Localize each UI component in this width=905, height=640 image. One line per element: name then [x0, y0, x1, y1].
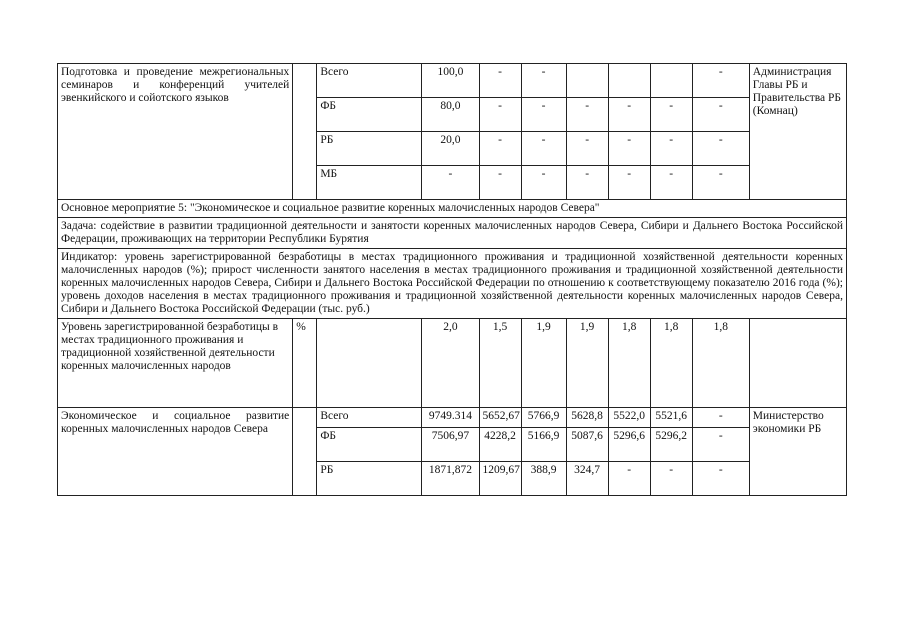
- source-cell: ФБ: [317, 428, 422, 462]
- event-title: Экономическое и социальное развитие коренных малочисленных народов Севера: [58, 408, 293, 496]
- value-cell: 5521,6: [650, 408, 692, 428]
- value-cell: 1,8: [650, 319, 692, 408]
- value-cell: 7506,97: [422, 428, 479, 462]
- table-row: [58, 64, 847, 98]
- value-cell: -: [566, 98, 608, 132]
- value-cell: -: [650, 462, 692, 496]
- value-cell: [566, 64, 608, 98]
- value-cell: 80,0: [422, 98, 479, 132]
- value-cell: 9749.314: [422, 408, 479, 428]
- value-cell: -: [650, 98, 692, 132]
- value-cell: -: [608, 166, 650, 200]
- value-cell: 5628,8: [566, 408, 608, 428]
- indicator-text: Индикатор: уровень зарегистрированной безработицы в местах традиционного проживания и традиционной хозяйственной деятельности коренных малочисленных народов (%); прирост численности занятого населения в местах традиционного проживания и традиционной хозяйственной деятельности коренных малочисленных народов Севера, Сибири и Дальнего Востока Российской Федерации по отношению к соответствующему показателю 2016 года (%); уровень доходов населения в местах традиционного проживания и традиционной хозяйственной деятельности коренных малочисленных народов Севера, Сибири и Дальнего Востока Российской Федерации (тыс. руб.): [58, 249, 847, 319]
- table-row: [58, 249, 847, 319]
- executor-cell: [749, 319, 846, 408]
- value-cell: -: [566, 132, 608, 166]
- indicator-title: Уровень зарегистрированной безработицы в местах традиционного проживания и традиционной хозяйственной деятельности коренных малочисленных народов: [58, 319, 293, 408]
- value-cell: -: [521, 166, 566, 200]
- source-cell: РБ: [317, 462, 422, 496]
- value-cell: 1,8: [692, 319, 749, 408]
- value-cell: 5766,9: [521, 408, 566, 428]
- program-table: [57, 63, 847, 496]
- value-cell: -: [692, 428, 749, 462]
- table-row: [58, 200, 847, 218]
- value-cell: -: [608, 462, 650, 496]
- source-cell: ФБ: [317, 98, 422, 132]
- table-row: [58, 319, 847, 408]
- value-cell: -: [479, 98, 521, 132]
- main-event-heading: Основное мероприятие 5: "Экономическое и социальное развитие коренных малочисленных народов Севера": [58, 200, 847, 218]
- value-cell: [650, 64, 692, 98]
- value-cell: -: [692, 132, 749, 166]
- source-cell: Всего: [317, 64, 422, 98]
- source-cell: [317, 319, 422, 408]
- value-cell: 324,7: [566, 462, 608, 496]
- value-cell: 20,0: [422, 132, 479, 166]
- value-cell: -: [521, 98, 566, 132]
- value-cell: -: [479, 132, 521, 166]
- value-cell: -: [479, 166, 521, 200]
- value-cell: 2,0: [422, 319, 479, 408]
- value-cell: -: [650, 166, 692, 200]
- unit-cell: [293, 64, 317, 200]
- value-cell: 5296,6: [608, 428, 650, 462]
- value-cell: 1,9: [566, 319, 608, 408]
- executor-cell: Администрация Главы РБ и Правительства РБ (Комнац): [749, 64, 846, 200]
- source-cell: РБ: [317, 132, 422, 166]
- value-cell: 5652,67: [479, 408, 521, 428]
- unit-cell: %: [293, 319, 317, 408]
- value-cell: -: [650, 132, 692, 166]
- value-cell: -: [692, 462, 749, 496]
- value-cell: [608, 64, 650, 98]
- value-cell: -: [521, 132, 566, 166]
- value-cell: 4228,2: [479, 428, 521, 462]
- unit-cell: [293, 408, 317, 496]
- value-cell: 1,5: [479, 319, 521, 408]
- value-cell: 5296,2: [650, 428, 692, 462]
- task-text: Задача: содействие в развитии традиционной деятельности и занятости коренных малочисленных народов Севера, Сибири и Дальнего Востока Российской Федерации, проживающих на территории Республики Бурятия: [58, 218, 847, 249]
- value-cell: 1,8: [608, 319, 650, 408]
- value-cell: -: [422, 166, 479, 200]
- source-cell: МБ: [317, 166, 422, 200]
- value-cell: 100,0: [422, 64, 479, 98]
- value-cell: -: [566, 166, 608, 200]
- table-row: [58, 218, 847, 249]
- value-cell: -: [692, 98, 749, 132]
- value-cell: -: [608, 132, 650, 166]
- value-cell: 1209,67: [479, 462, 521, 496]
- value-cell: 5087,6: [566, 428, 608, 462]
- value-cell: -: [692, 408, 749, 428]
- value-cell: -: [521, 64, 566, 98]
- value-cell: 388,9: [521, 462, 566, 496]
- executor-cell: Министерство экономики РБ: [749, 408, 846, 496]
- source-cell: Всего: [317, 408, 422, 428]
- value-cell: -: [479, 64, 521, 98]
- event-title: Подготовка и проведение межрегиональных семинаров и конференций учителей эвенкийского и сойотского языков: [58, 64, 293, 200]
- value-cell: 5522,0: [608, 408, 650, 428]
- value-cell: 1,9: [521, 319, 566, 408]
- table-row: [58, 408, 847, 428]
- value-cell: -: [608, 98, 650, 132]
- value-cell: -: [692, 166, 749, 200]
- value-cell: -: [692, 64, 749, 98]
- value-cell: 5166,9: [521, 428, 566, 462]
- value-cell: 1871,872: [422, 462, 479, 496]
